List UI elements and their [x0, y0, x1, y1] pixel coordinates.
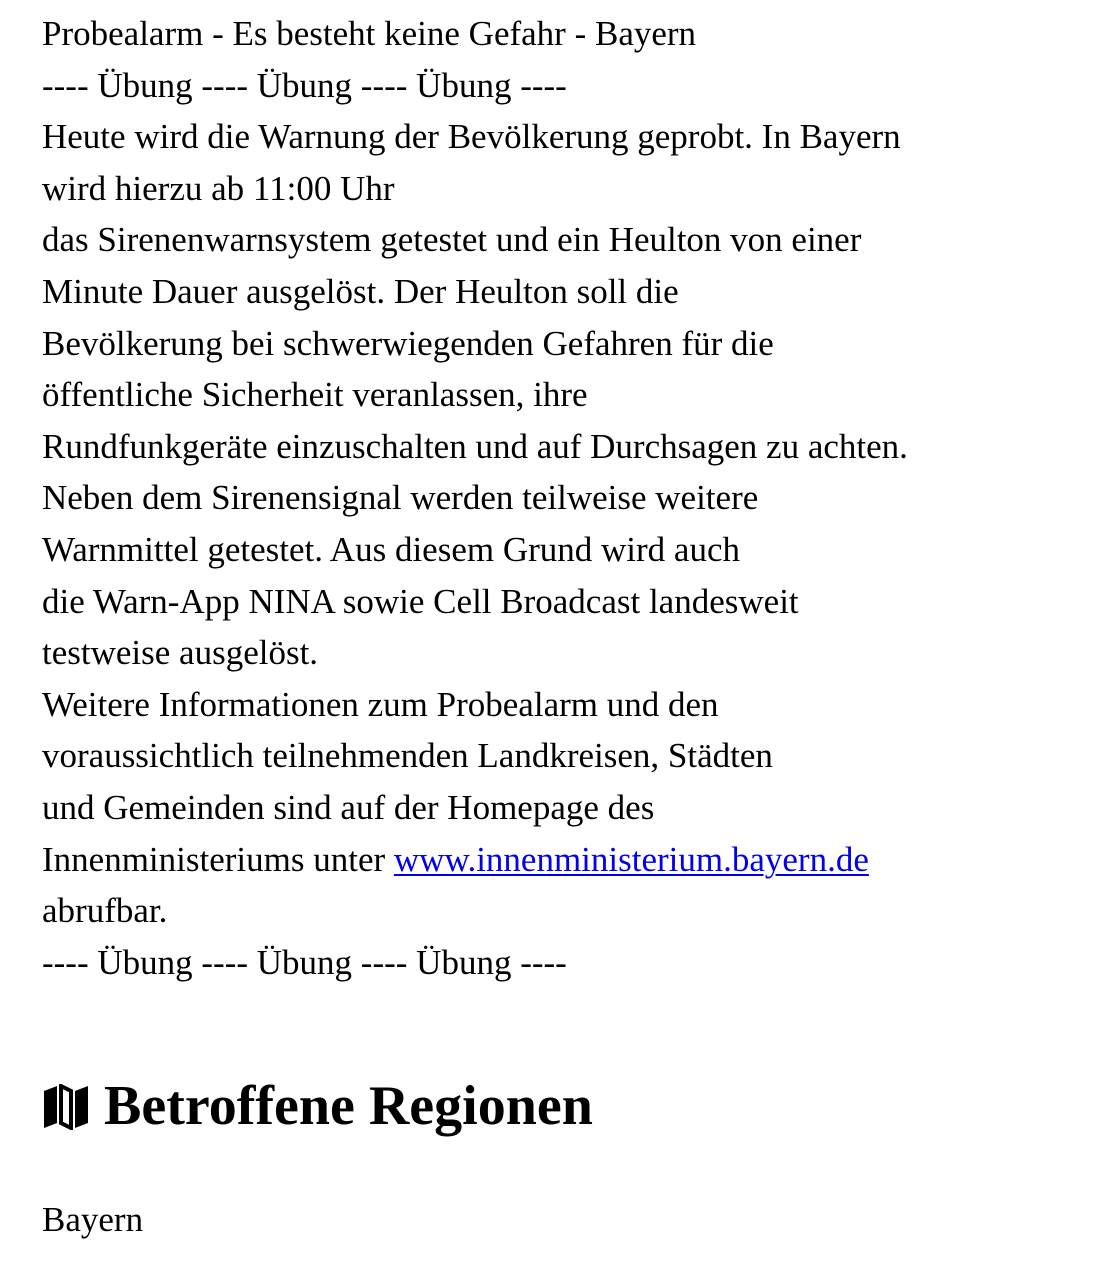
message-line: und Gemeinden sind auf der Homepage des: [42, 787, 655, 827]
message-line: testweise ausgelöst.: [42, 633, 319, 673]
message-line: voraussichtlich teilnehmenden Landkreisen, Städten: [42, 736, 773, 776]
message-line: Heute wird die Warnung der Bevölkerung geprobt. In Bayern: [42, 117, 901, 157]
message-line: Minute Dauer ausgelöst. Der Heulton soll die: [42, 271, 679, 311]
message-line-with-link: [42, 834, 1092, 886]
message-line: Rundfunkgeräte einzuschalten und auf Durchsagen zu achten.: [42, 426, 908, 466]
message-line: Bevölkerung bei schwerwiegenden Gefahren für die: [42, 323, 774, 363]
message-line: die Warn-App NINA sowie Cell Broadcast landesweit: [42, 581, 799, 621]
message-line: wird hierzu ab 11:00 Uhr: [42, 168, 395, 208]
message-line-title: Probealarm - Es besteht keine Gefahr - Bayern: [42, 14, 697, 53]
innenministerium-link[interactable]: www.innenministerium.bayern.de: [393, 839, 869, 879]
message-line-exercise: ---- Übung ---- Übung ---- Übung ----: [42, 65, 567, 105]
message-line: abrufbar.: [42, 891, 168, 931]
message-line-exercise-closing: ---- Übung ---- Übung ---- Übung ----: [42, 942, 567, 982]
warning-message: [42, 8, 1092, 988]
message-line: öffentliche Sicherheit veranlassen, ihre: [42, 375, 588, 415]
region-item: Bayern: [42, 1200, 144, 1239]
message-line: das Sirenenwarnsystem getestet und ein Heulton von einer: [42, 220, 862, 260]
map-icon: [42, 1084, 90, 1130]
message-line: Neben dem Sirenensignal werden teilweise weitere: [42, 478, 759, 518]
message-line: Weitere Informationen zum Probealarm und den: [42, 684, 719, 724]
link-prefix-text: Innenministeriums unter: [42, 839, 394, 879]
message-line: Warnmittel getestet. Aus diesem Grund wird auch: [42, 529, 740, 569]
affected-regions-heading: [42, 1074, 593, 1138]
affected-regions-title: Betroffene Regionen: [104, 1075, 593, 1137]
